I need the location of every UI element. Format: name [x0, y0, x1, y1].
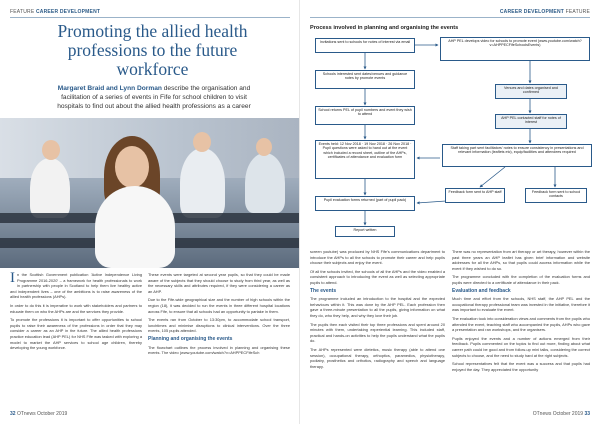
section-heading: The events [310, 287, 337, 294]
body-paragraph: School representatives felt that the event was a success and that pupils had enjoyed the day. They appreciated the opportunity [452, 361, 590, 372]
body-paragraph: The pupils then each visited their top three professions and spent around 20 minutes with them, undertaking experiential learning. This included staff, practical and hands-on activities to help the pupils understand what the pupils do. [310, 321, 445, 344]
flow-box-venues: Venues and dates organised and confirmed [495, 84, 567, 99]
body-paragraph: The AHPs represented were dietetics, music therapy (able to attend one session), occupational therapy, orthoptics, paramedics, physiotherapy, podiatry, prosthetics and orthotics, radiography and speech and language therapy. [310, 346, 445, 369]
flow-box-contact: AHP PEL contacted staff for notes of interest [495, 114, 567, 129]
body-paragraph: To promote the professions it is important to offer opportunities to school pupils to raise their awareness of the professions in order that they may consider a career as an AHP in the future. The allied health professions practice education lead (AHP PEL) for NHS Fife was tasked with exploring a model to market the AHP services to school age children, thereby developing the young workforce. [10, 317, 142, 351]
body-paragraph: The flowchart outlines the process involved in planning and organising these events. The video (www.youtube.com/watch?v=AHPPECFifeSch [148, 344, 290, 356]
running-head-left [10, 9, 100, 15]
running-head-title: CAREER DEVELOPMENT [499, 9, 565, 15]
flow-box-school-return: School returns PEL of pupil numbers and event they wish to attend [315, 106, 415, 125]
body-paragraph: The programme included an introduction to the hospital and the expected behaviours within it. This was done by the AHP PEL. Each profession then gave a three-minute presentation to all the pupils, giving information on what they do, who they help, and why they love their job. [310, 296, 445, 318]
publication-name: OTnews October 2019 [16, 411, 68, 417]
left-column-2 [148, 272, 290, 359]
running-head-title: CAREER DEVELOPMENT [35, 9, 101, 15]
body-paragraph: The evaluation took into consideration views and comments from the pupils who attended the event, teaching staff who accompanied the pupils, AHPs who gave a presentation and ran workshops, and the organisers. [452, 315, 590, 333]
flowchart-arrows [300, 33, 600, 245]
article-title: Promoting the allied health professions to the future workforce [57, 21, 248, 79]
standfirst [48, 84, 260, 111]
body-paragraph: n the Scottish Government publication 'Active Independence Living Programme 2016-2020' – a framework for health professionals to work in partnership with people in Scotland to help them live healthy active and independent lives – one of the ambitions is to raise awareness of the allied health professions (AHPs). [10, 272, 142, 300]
standfirst-authors: Margaret Braid and Lynn Dorman [57, 85, 162, 92]
footer-left [10, 411, 67, 417]
body-paragraph: screen youtube) was produced by NHS Fife's communications department to introduce the AHPs to all the schools to promote their career and help pupils choose their subjects and enjoy the event. [310, 249, 445, 266]
flow-box-feedback-schools: Feedback form sent to school contacts [525, 188, 587, 203]
flow-box-report: Report written [335, 226, 395, 237]
body-paragraph: Due to the Fife-wide geographical size and the number of high schools within the region (18), it was decided to run the events in three different hospital locations across Fife, to ensure that all schools had an opportunity to partake in them. [148, 297, 290, 314]
flow-box-feedback-ahp: Feedback form sent to AHP staff [445, 188, 505, 203]
body-paragraph: The programme concluded with the completion of the evaluation forms and pupils were directed to a certificate of attendance in their pack. [452, 274, 590, 285]
section-heading: Planning and organising the events [148, 335, 233, 342]
standfirst-text: describe the organisation and facilitation of a series of events in Fife for school children to visit hospitals to find out about the allied health professions as a career [57, 85, 251, 110]
flow-box-school-list: Schools interested sent dates/venues and guidance notes by promote events [315, 70, 415, 89]
flow-box-evaluation: Pupil evaluation forms returned (part of pupil pack) [315, 196, 415, 211]
classroom-photo [0, 118, 300, 268]
page-number: 33 [584, 411, 590, 417]
header-rule [10, 17, 290, 18]
flow-box-staff-brief: Staff taking part sent facilitators' notes to ensure consistency in presentations and relevant information (leaflets etc), equip/facilities and attendees required [442, 144, 592, 167]
body-paragraph: Pupils enjoyed the events and a number of actions emerged from their feedback. Pupils commented on the topics to find out more, finding about what career path could be good and from follow-up mini talks, considering the correct subjects to choose, and the need to study hard at the right subjects. [452, 335, 590, 358]
page-number: 32 [10, 411, 16, 417]
right-column-1 [310, 249, 445, 372]
body-paragraph: Much time and effort from the schools, NHS staff, the AHP PEL and the occupational therapy professional team was invested in the initiative, therefore it was important to evaluate the event. [452, 296, 590, 313]
section-heading: Evaluation and feedback [452, 287, 511, 294]
left-column-1 [10, 272, 142, 354]
footer-right [533, 411, 590, 417]
right-column-2 [452, 249, 590, 375]
body-paragraph: The events ran from October to 13:30pm, to accommodate school transport, lunchtimes and minimise disruptions to clinical interventions. Over the three events, 105 pupils attended. [148, 317, 290, 334]
header-rule [310, 17, 590, 18]
body-paragraph: In order to do this it is imperative to work with stakeholders and partners to educate them on who the AHPs are and the services they provide. [10, 302, 142, 314]
running-head-section: FEATURE [565, 9, 590, 15]
running-head-right [500, 9, 590, 15]
flowchart-title: Process involved in planning and organising the events [310, 25, 459, 31]
publication-name: OTnews October 2019 [532, 411, 584, 417]
flow-box-events: Events held: 12 Nov 2018 · 19 Nov 2018 · 26 Nov 2018 · Pupil questions were asked to hand out at the event which included a record sheet, outline of the AHPs, certificates of attendance and evaluation form [315, 140, 415, 179]
body-paragraph: Of all the schools invited, the schools of all the AHPs and the video enabled a consistent approach to introducing the event as well as selecting appropriate pupils to attend. [310, 268, 445, 285]
right-page [300, 0, 600, 424]
flowchart [300, 33, 600, 245]
running-head-section: FEATURE [10, 9, 35, 15]
body-paragraph: There was no representation from art therapy or art therapy, however within the past three years an AHP leaflet has given brief information and website addresses for all the AHPs, so that pupils could access information while the event if they wished to do so. [452, 249, 590, 271]
drop-cap: I [10, 270, 15, 286]
flow-box-pel-video: AHP PEL develops video for schools to promote event (www.youtube.com/watch?v=AHPPECFifeSchoolsEvents) [440, 37, 590, 61]
flow-box-invitations: Invitations sent to schools for notes of interest via email [315, 38, 415, 53]
body-paragraph: These events were targeted at second year pupils, so that they could be made aware of the subjects that they should choose to study from third year, as well as the necessary skills and attributes required, if they were considering a career as an AHP. [148, 272, 290, 294]
